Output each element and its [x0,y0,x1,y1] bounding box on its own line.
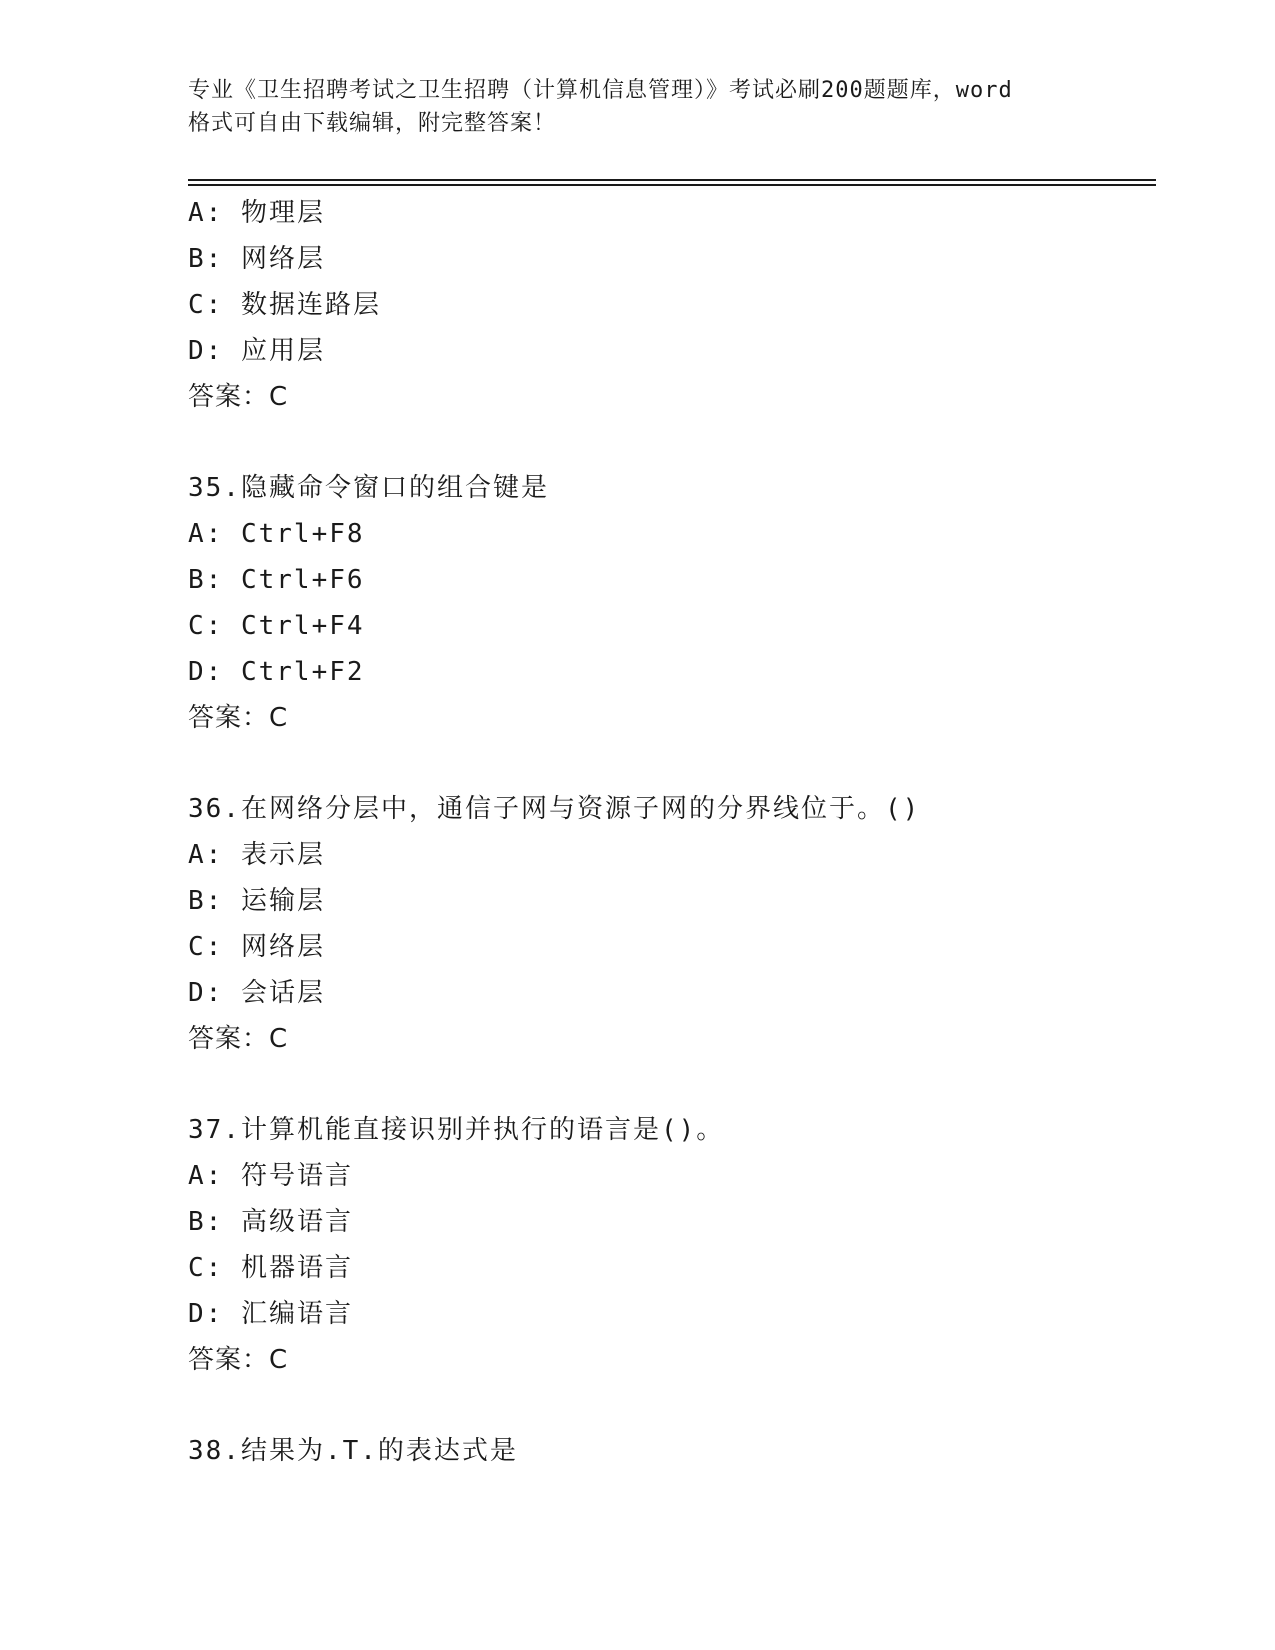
option-a: A: Ctrl+F8 [188,519,365,549]
option-d: D: 会话层 [188,978,325,1008]
header-divider-top [188,179,1156,181]
question-38 [188,1428,1148,1474]
option-c: C: 数据连路层 [188,290,381,320]
question-34 [188,190,1148,420]
question-35 [188,465,1148,741]
spacer [188,1062,1148,1107]
question-36 [188,786,1148,1062]
option-b: B: 运输层 [188,886,325,916]
question-37 [188,1107,1148,1383]
option-c: C: 机器语言 [188,1253,353,1283]
option-b: B: 高级语言 [188,1207,353,1237]
option-d: D: 应用层 [188,336,325,366]
header-line-2: 格式可自由下载编辑，附完整答案！ [188,111,557,136]
option-c: C: 网络层 [188,932,325,962]
answer: 答案：C [188,1345,289,1375]
question-text: 36.在网络分层中，通信子网与资源子网的分界线位于。() [188,794,921,824]
spacer [188,1383,1148,1428]
option-b: B: 网络层 [188,244,325,274]
option-b: B: Ctrl+F6 [188,565,365,595]
answer: 答案：C [188,382,289,412]
header-divider-bottom [188,184,1156,186]
header-line-1: 专业《卫生招聘考试之卫生招聘（计算机信息管理）》考试必刷200题题库，word [188,78,1013,103]
question-text: 35.隐藏命令窗口的组合键是 [188,473,549,503]
option-a: A: 物理层 [188,198,325,228]
spacer [188,420,1148,465]
option-a: A: 表示层 [188,840,325,870]
question-list [188,190,1148,1474]
option-d: D: 汇编语言 [188,1299,353,1329]
answer: 答案：C [188,703,289,733]
document-header [188,74,1088,140]
answer: 答案：C [188,1024,289,1054]
spacer [188,741,1148,786]
option-d: D: Ctrl+F2 [188,657,365,687]
option-a: A: 符号语言 [188,1161,353,1191]
question-text: 38.结果为.T.的表达式是 [188,1436,518,1466]
option-c: C: Ctrl+F4 [188,611,365,641]
question-text: 37.计算机能直接识别并执行的语言是()。 [188,1115,725,1145]
